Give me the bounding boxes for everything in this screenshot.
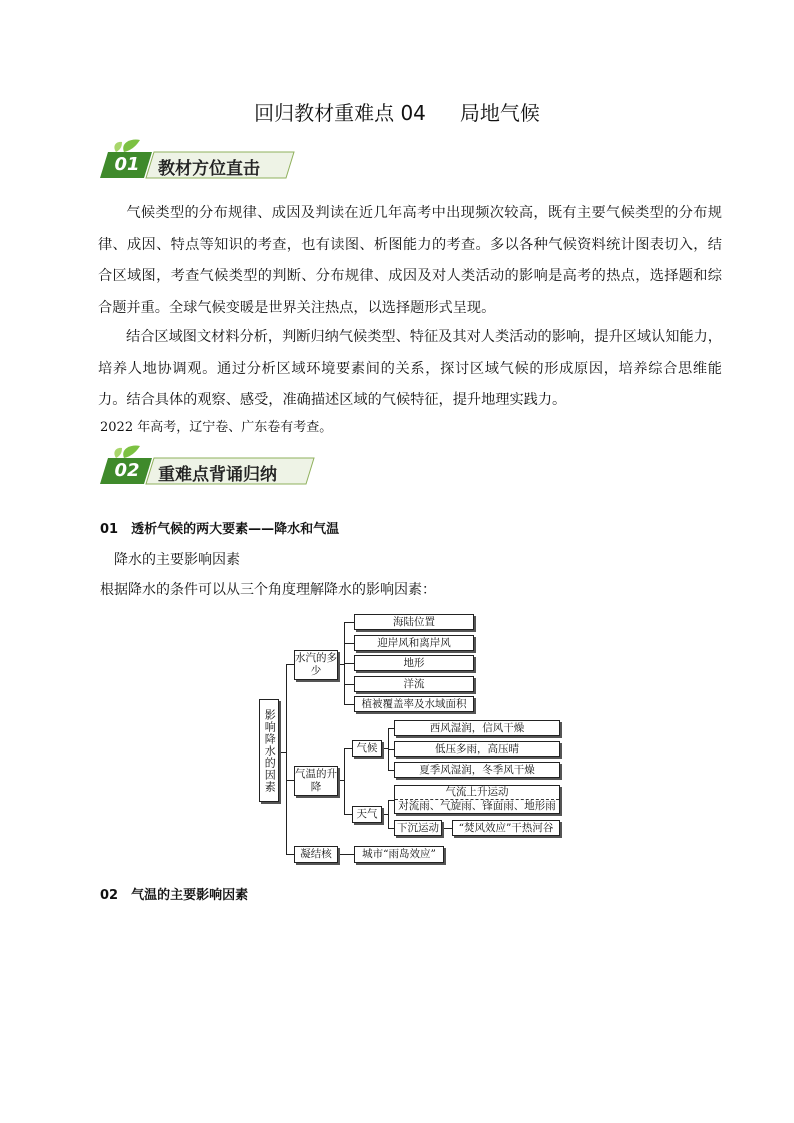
rising-air-label: 气流上升运动 [445, 786, 509, 798]
node-monsoon: 夏季风湿润，冬季风干燥 [394, 762, 560, 778]
section-number: 01 [114, 154, 140, 175]
section-header-2 [96, 444, 336, 488]
section-label: 重难点背诵归纳 [158, 465, 277, 485]
node-onshore-wind: 迎岸风和离岸风 [354, 635, 474, 651]
paragraph-2: 结合区域图文材料分析，判断归纳气候类型、特征及其对人类活动的影响，提升区域认知能力，培养人地协调观。通过分析区域环境要素间的关系，探讨区域气候的形成原因，培养综合思维能力。结合具体的观察、感受，准确描述区域的气候特征，提升地理实践力。 [98, 329, 722, 408]
node-westerlies: 西风湿润，信风干燥 [394, 720, 560, 736]
precip-heading: 降水的主要影响因素 [114, 552, 240, 568]
node-air-temp: 气温的升降 [294, 766, 338, 796]
node-foehn: “焚风效应”干热河谷 [452, 820, 560, 836]
precip-intro: 根据降水的条件可以从三个角度理解降水的影响因素： [100, 582, 436, 598]
node-low-pressure: 低压多雨，高压晴 [394, 741, 560, 757]
node-rain-island: 城市“雨岛效应” [354, 846, 444, 863]
node-land-sea: 海陆位置 [354, 614, 474, 630]
node-rising-air [394, 785, 560, 814]
paragraph-1: 气候类型的分布规律、成因及判读在近几年高考中出现频次较高，既有主要气候类型的分布规律、成因、特点等知识的考查，也有读图、析图能力的考查。多以各种气候资料统计图表切入，结合区域图，考查气候类型的判断、分布规律、成因及对人类活动的影响是高考的热点，选择题和综合题并重。全球气候变暖是世界关注热点，以选择题形式呈现。 [98, 205, 722, 316]
node-vegetation: 植被覆盖率及水域面积 [354, 696, 474, 712]
node-weather: 天气 [352, 806, 382, 823]
node-ocean-current: 洋流 [354, 676, 474, 692]
section-number: 02 [114, 460, 140, 481]
page-title: 回归教材重难点 04 局地气候 [254, 101, 540, 125]
node-water-vapor: 水汽的多少 [294, 650, 338, 680]
node-climate: 气候 [352, 740, 382, 757]
subheading-2: 02 气温的主要影响因素 [100, 888, 249, 903]
subheading-1: 01 透析气候的两大要素——降水和气温 [100, 522, 340, 537]
exam-note: 2022 年高考，辽宁卷、广东卷有考查。 [100, 420, 333, 435]
node-nuclei: 凝结核 [294, 846, 338, 863]
rain-types-label: 对流雨、气旋雨、锋面雨、地形雨 [398, 800, 556, 812]
section-label: 教材方位直击 [158, 159, 260, 179]
diagram-root: 影响降水的因素 [259, 699, 279, 802]
node-sinking: 下沉运动 [394, 820, 442, 836]
section-header-1 [96, 138, 336, 182]
node-terrain: 地形 [354, 655, 474, 671]
